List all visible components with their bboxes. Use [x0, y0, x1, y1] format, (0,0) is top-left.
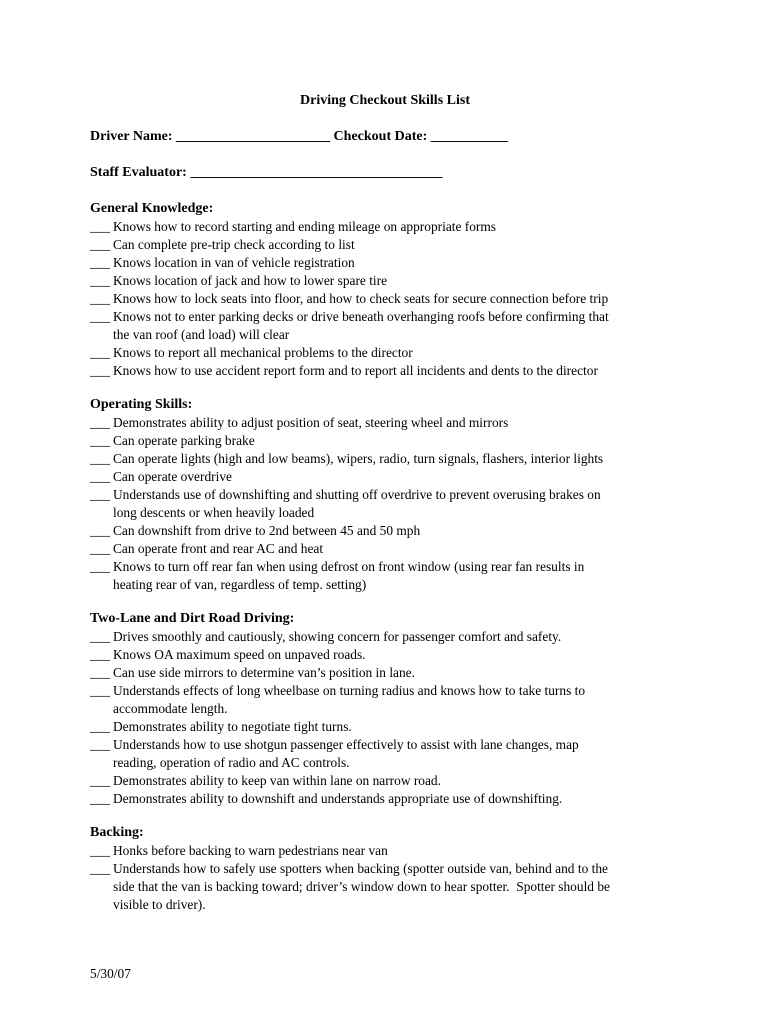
checklist-item-text: Knows how to use accident report form and to report all incidents and dents to the director — [113, 363, 598, 378]
checklist-item-text: Honks before backing to warn pedestrians near van — [113, 843, 388, 858]
section-heading: Two-Lane and Dirt Road Driving: — [90, 611, 295, 626]
section-heading: General Knowledge: — [90, 201, 214, 216]
checkbox-blank[interactable]: ___ — [90, 523, 111, 538]
checklist-item-text: Knows to turn off rear fan when using defrost on front window (using rear fan results in heating rear of van, regardless of temp. setting) — [113, 559, 585, 592]
section-backing — [90, 824, 690, 914]
checkbox-blank[interactable]: ___ — [90, 791, 111, 806]
checklist-item — [90, 540, 690, 558]
checklist-item — [90, 218, 690, 236]
checklist-item-text: Demonstrates ability to negotiate tight turns. — [113, 719, 352, 734]
checklist-item — [90, 308, 690, 344]
checklist-item — [90, 236, 690, 254]
checklist-item — [90, 344, 690, 362]
checkbox-blank[interactable]: ___ — [90, 415, 111, 430]
checklist-item — [90, 736, 690, 772]
checklist-item — [90, 628, 690, 646]
checklist-item-text: Can use side mirrors to determine van’s position in lane. — [113, 665, 415, 680]
checklist-item-text: Demonstrates ability to downshift and understands appropriate use of downshifting. — [113, 791, 563, 806]
section-heading: Backing: — [90, 825, 144, 840]
driver-name-field[interactable]: ______________________ — [176, 129, 331, 144]
checklist-item — [90, 718, 690, 736]
checkbox-blank[interactable]: ___ — [90, 219, 111, 234]
checkbox-blank[interactable]: ___ — [90, 843, 111, 858]
staff-evaluator-field[interactable]: ____________________________________ — [190, 165, 443, 180]
skills-sections — [90, 200, 690, 930]
checklist-item — [90, 450, 690, 468]
checkbox-blank[interactable]: ___ — [90, 541, 111, 556]
checkbox-blank[interactable]: ___ — [90, 255, 111, 270]
checklist-item — [90, 272, 690, 290]
checkout-date-label: Checkout Date: — [333, 129, 428, 144]
checklist-item — [90, 486, 690, 522]
checklist-item — [90, 682, 690, 718]
checklist-item — [90, 362, 690, 380]
evaluator-line — [90, 165, 442, 181]
section-operating-skills — [90, 396, 690, 594]
checklist-item — [90, 414, 690, 432]
checkbox-blank[interactable]: ___ — [90, 683, 111, 698]
checklist-item-text: Knows how to lock seats into floor, and how to check seats for secure connection before trip — [113, 291, 609, 306]
checkbox-blank[interactable]: ___ — [90, 433, 111, 448]
checklist-item-text: Demonstrates ability to keep van within lane on narrow road. — [113, 773, 441, 788]
checkbox-blank[interactable]: ___ — [90, 629, 111, 644]
checklist-item-text: Understands use of downshifting and shutting off overdrive to prevent overusing brakes on long descents or when heavily loaded — [113, 487, 601, 520]
checklist-item-text: Can complete pre-trip check according to list — [113, 237, 355, 252]
checklist-item-text: Can operate lights (high and low beams), wipers, radio, turn signals, flashers, interior lights — [113, 451, 604, 466]
checklist-item — [90, 646, 690, 664]
checklist-item-text: Knows to report all mechanical problems to the director — [113, 345, 413, 360]
checkout-date-field[interactable]: ___________ — [430, 129, 508, 144]
checkbox-blank[interactable]: ___ — [90, 451, 111, 466]
checkbox-blank[interactable]: ___ — [90, 363, 111, 378]
driver-name-label: Driver Name: — [90, 129, 173, 144]
checklist-item — [90, 254, 690, 272]
checkbox-blank[interactable]: ___ — [90, 737, 111, 752]
checklist-item — [90, 468, 690, 486]
checkbox-blank[interactable]: ___ — [90, 345, 111, 360]
checkbox-blank[interactable]: ___ — [90, 469, 111, 484]
checklist-item — [90, 772, 690, 790]
checklist-item-text: Can operate parking brake — [113, 433, 255, 448]
checkbox-blank[interactable]: ___ — [90, 291, 111, 306]
checkbox-blank[interactable]: ___ — [90, 861, 111, 876]
checklist-item — [90, 664, 690, 682]
checklist-item — [90, 432, 690, 450]
checklist-item-text: Demonstrates ability to adjust position of seat, steering wheel and mirrors — [113, 415, 509, 430]
checklist-item-text: Knows OA maximum speed on unpaved roads. — [113, 647, 366, 662]
checkbox-blank[interactable]: ___ — [90, 665, 111, 680]
checklist-item — [90, 522, 690, 540]
checklist-item-text: Knows location of jack and how to lower spare tire — [113, 273, 388, 288]
checklist-item-text: Knows not to enter parking decks or drive beneath overhanging roofs before confirming that the van roof (and load) will clear — [113, 309, 609, 342]
checklist-item — [90, 290, 690, 308]
checkbox-blank[interactable]: ___ — [90, 773, 111, 788]
checklist-item-text: Can operate overdrive — [113, 469, 232, 484]
staff-evaluator-label: Staff Evaluator: — [90, 165, 187, 180]
checklist-item-text: Understands effects of long wheelbase on turning radius and knows how to take turns to accommodate length. — [113, 683, 586, 716]
checkbox-blank[interactable]: ___ — [90, 719, 111, 734]
section-heading: Operating Skills: — [90, 397, 193, 412]
checkbox-blank[interactable]: ___ — [90, 273, 111, 288]
checklist-item — [90, 860, 690, 914]
checkbox-blank[interactable]: ___ — [90, 559, 111, 574]
checkbox-blank[interactable]: ___ — [90, 237, 111, 252]
checklist-item-text: Drives smoothly and cautiously, showing concern for passenger comfort and safety. — [113, 629, 562, 644]
checklist-item — [90, 790, 690, 808]
driver-line — [90, 129, 508, 145]
checklist-item-text: Knows location in van of vehicle registration — [113, 255, 355, 270]
checklist-item-text: Can downshift from drive to 2nd between 45 and 50 mph — [113, 523, 421, 538]
page-title: Driving Checkout Skills List — [300, 93, 470, 108]
checkbox-blank[interactable]: ___ — [90, 309, 111, 324]
checklist-item — [90, 842, 690, 860]
section-two-lane-and-dirt-road-driving — [90, 610, 690, 808]
checklist-item — [90, 558, 690, 594]
section-general-knowledge — [90, 200, 690, 380]
footer-date: 5/30/07 — [90, 966, 131, 981]
checkbox-blank[interactable]: ___ — [90, 647, 111, 662]
checkbox-blank[interactable]: ___ — [90, 487, 111, 502]
checklist-item-text: Can operate front and rear AC and heat — [113, 541, 324, 556]
checklist-item-text: Understands how to safely use spotters when backing (spotter outside van, behind and to the side that the van is backing toward; driver’s window down to hear spotter. Spotter should be visible to driver). — [113, 861, 610, 912]
checklist-item-text: Understands how to use shotgun passenger effectively to assist with lane changes, map reading, operation of radio and AC controls. — [113, 737, 579, 770]
checklist-item-text: Knows how to record starting and ending mileage on appropriate forms — [113, 219, 497, 234]
